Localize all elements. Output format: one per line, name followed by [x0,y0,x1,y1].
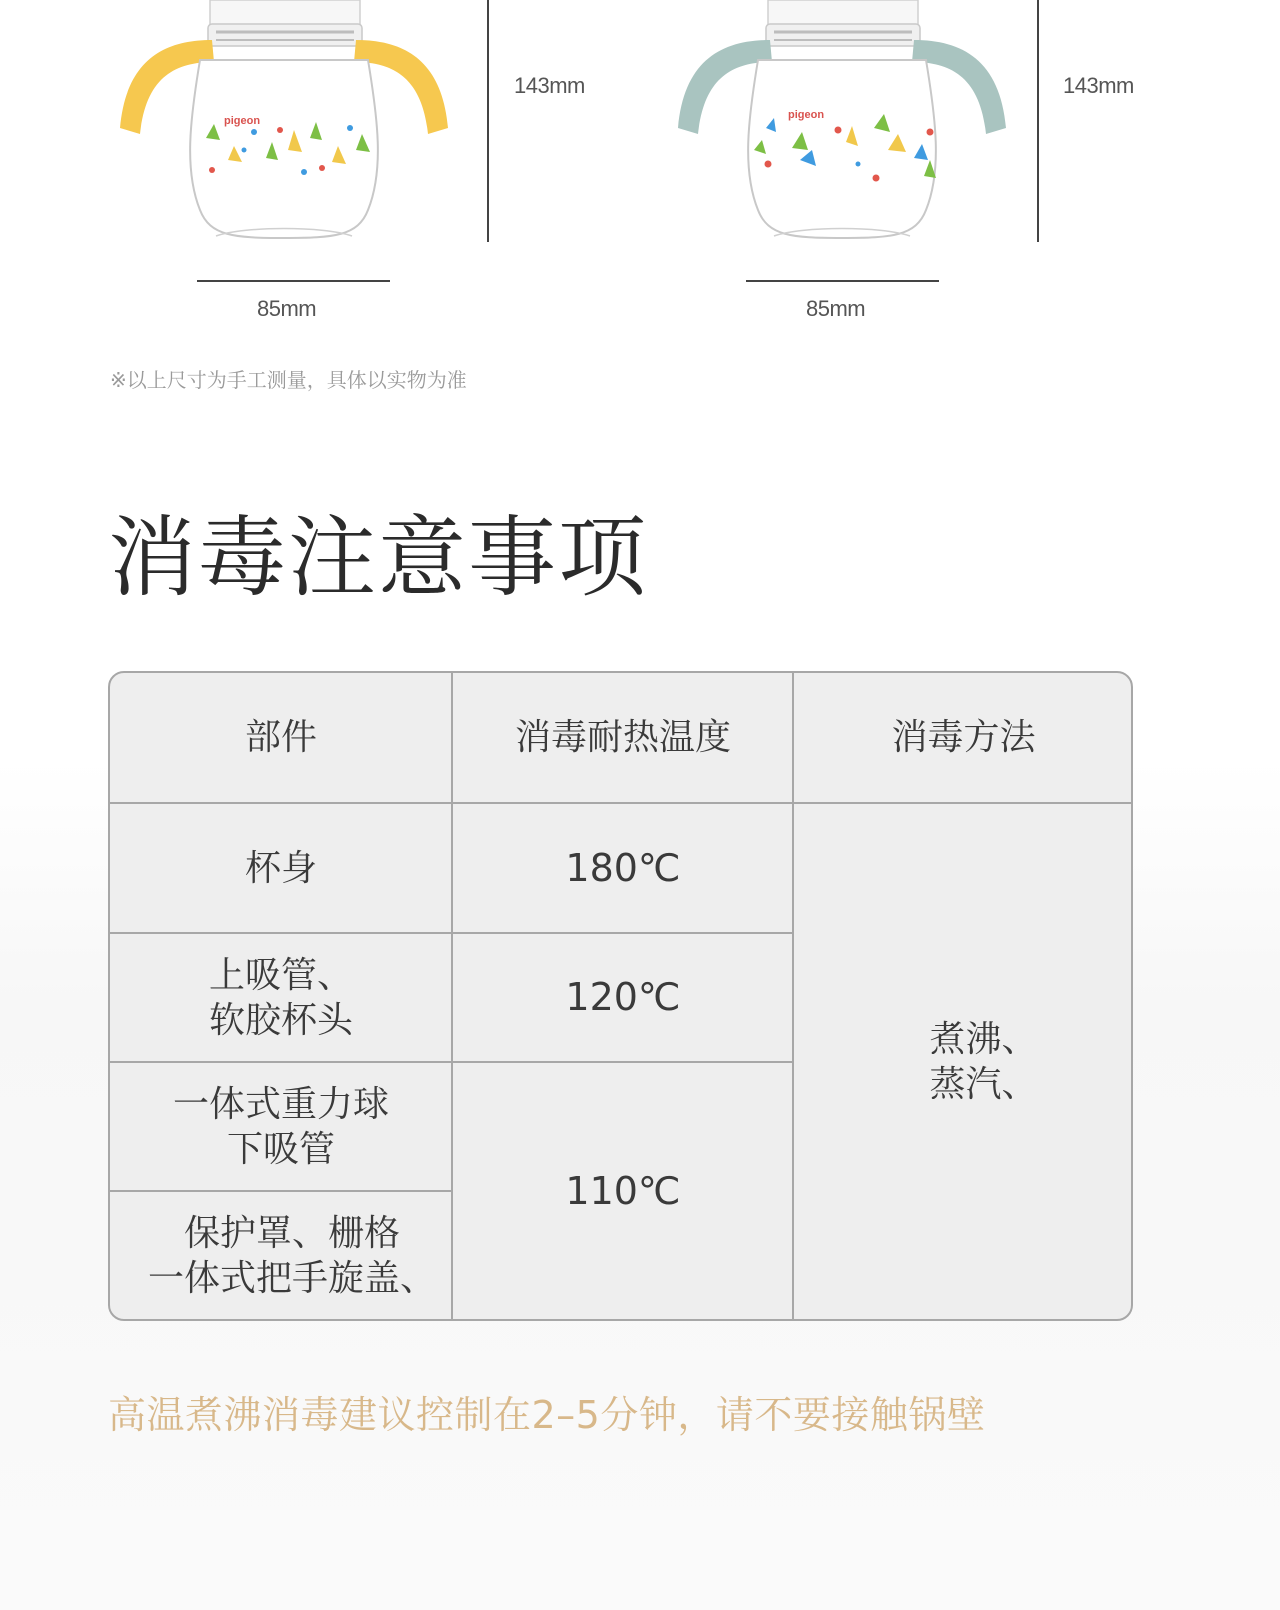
table-cell-part: 上吸管、 软胶杯头 [208,955,353,1041]
table-header-part: 部件 [244,717,317,758]
measurement-note: ※以上尺寸为手工测量，具体以实物为准 [110,368,467,392]
page-title: 消毒注意事项 [108,506,649,609]
table-divider [110,932,793,934]
boiling-tip: 高温煮沸消毒建议控制在2–5分钟，请不要接触锅壁 [108,1393,986,1437]
left-width-label: 85mm [257,296,317,321]
table-divider [110,802,1133,804]
table-cell-part: 杯身 [244,848,317,889]
table-divider [110,1061,793,1063]
table-cell-part: 保护罩、栅格 一体式把手旋盖、 [147,1213,436,1299]
yellow-sippy-cup-image [104,0,464,260]
table-cell-temperature: 180℃ [565,845,681,890]
right-height-label: 143mm [1063,73,1134,98]
table-header-method: 消毒方法 [891,717,1036,758]
table-header-temperature: 消毒耐热温度 [514,717,731,758]
teal-sippy-cup-image [662,0,1022,260]
right-width-line [746,280,939,282]
disinfection-table [108,671,1133,1321]
table-cell-method: 煮沸、 蒸汽、 [929,1019,1038,1105]
right-height-line [1037,0,1039,242]
table-cell-temperature: 120℃ [565,975,681,1020]
left-height-line [487,0,489,242]
table-cell-part: 一体式重力球 下吸管 [172,1084,389,1170]
right-width-label: 85mm [806,296,866,321]
left-width-line [197,280,390,282]
left-height-label: 143mm [514,73,585,98]
table-cell-temperature: 110℃ [565,1168,681,1213]
svg-text:pigeon: pigeon [788,109,825,121]
table-divider [110,1190,451,1192]
table-divider [792,673,794,1321]
svg-text:pigeon: pigeon [224,115,261,127]
table-divider [451,673,453,1321]
